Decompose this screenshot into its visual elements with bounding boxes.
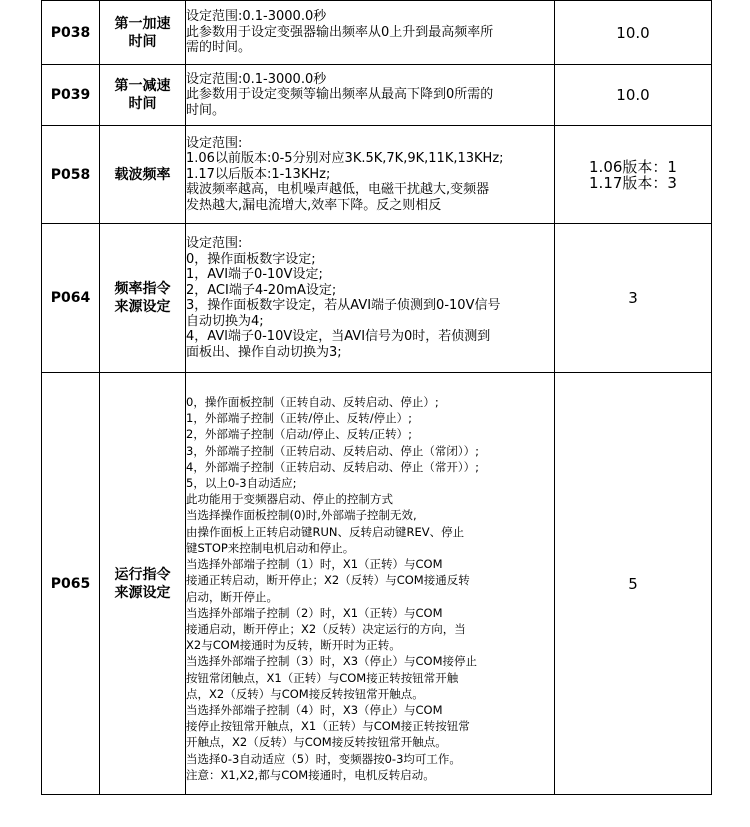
param-name-line: 第一减速 xyxy=(114,78,171,94)
param-description xyxy=(186,1,555,65)
description-line: 2，外部端子控制（启动/停止、反转/正转）; xyxy=(186,427,412,442)
description-line: 当选择外部端子控制（2）时，X1（正转）与COM xyxy=(186,605,443,620)
description-line: 开触点，X2（反转）与COM接反转按钮常开触点。 xyxy=(186,735,447,750)
description-line: X2与COM接通时为反转，断开时为正转。 xyxy=(186,638,401,653)
param-value xyxy=(555,224,712,373)
description-line: 5，以上0-3自动适应; xyxy=(186,476,297,491)
value-line: 3 xyxy=(628,289,638,307)
description-line: 当选择外部端子控制（3）时，X3（停止）与COM接停止 xyxy=(186,654,478,669)
description-line: 设定范围: xyxy=(186,236,243,251)
description-line: 点，X2（反转）与COM接反转按钮常开触点。 xyxy=(186,686,424,701)
description-line: 此参数用于设定变强器输出频率从0上升到最高频率所 xyxy=(186,24,494,40)
description-line: 设定范围: xyxy=(186,135,243,151)
param-code: P065 xyxy=(42,373,100,795)
param-code: P038 xyxy=(42,1,100,65)
param-name xyxy=(100,1,186,65)
table-row xyxy=(42,224,712,373)
description-line: 设定范围:0.1-3000.0秒 xyxy=(186,71,327,87)
param-code: P039 xyxy=(42,65,100,126)
param-name xyxy=(100,373,186,795)
description-line: 由操作面板上正转启动键RUN、反转启动键REV、停止 xyxy=(186,524,465,539)
description-line: 当选择操作面板控制(0)时,外部端子控制无效, xyxy=(186,508,417,523)
value-line: 1.06版本：1 xyxy=(589,157,677,176)
description-line: 0，操作面板数字设定; xyxy=(186,251,316,267)
table-row xyxy=(42,373,712,795)
description-line: 4，外部端子控制（正转启动、反转启动、停止（常开））; xyxy=(186,459,479,474)
param-name-line: 时间 xyxy=(128,96,157,112)
param-name-line: 来源设定 xyxy=(114,584,171,601)
param-name xyxy=(100,65,186,126)
param-name-line: 载波频率 xyxy=(114,166,171,183)
param-value xyxy=(555,373,712,795)
description-line: 载波频率越高，电机噪声越低，电磁干扰越大,变频器 xyxy=(186,182,490,198)
description-line: 设定范围:0.1-3000.0秒 xyxy=(186,9,327,25)
description-line: 1，AVI端子0-10V设定; xyxy=(186,267,323,282)
table-row xyxy=(42,126,712,224)
description-line: 键STOP来控制电机启动和停止。 xyxy=(186,540,355,555)
description-line: 接通正转启动，断开停止；X2（反转）与COM接通反转 xyxy=(186,573,470,588)
value-line: 1.17版本：3 xyxy=(589,173,677,192)
param-code: P064 xyxy=(42,224,100,373)
param-description xyxy=(186,126,555,224)
param-name-line: 来源设定 xyxy=(114,299,171,315)
param-name-line: 频率指令 xyxy=(114,281,171,297)
description-line: 4，AVl端子0-10V设定，当AVI信号为0时，若侦测到 xyxy=(186,329,491,344)
description-line: 时间。 xyxy=(186,102,226,118)
description-line: 需的时间。 xyxy=(186,40,252,56)
param-description xyxy=(186,224,555,373)
description-line: 此参数用于设定变频等输出频率从最高下降到0所需的 xyxy=(186,87,494,103)
value-line: 10.0 xyxy=(616,86,650,104)
param-name-line: 第一加速 xyxy=(114,15,171,32)
value-line: 10.0 xyxy=(616,23,650,42)
description-line: 面板出、操作自动切换为3; xyxy=(186,344,342,360)
description-line: 按钮常闭触点，X1（正转）与COM接正转按钮常开触 xyxy=(186,670,459,685)
table-row xyxy=(42,65,712,126)
param-name-line: 时间 xyxy=(128,33,157,50)
table-row xyxy=(42,1,712,65)
description-line: 注意：X1,X2,都与COM接通时，电机反转启动。 xyxy=(186,767,435,782)
description-line: 接停止按钮常开触点，X1（正转）与COM接正转按钮常 xyxy=(186,719,470,734)
description-line: 当选择0-3自动适应（5）时，变频器按0-3均可工作。 xyxy=(186,751,461,766)
description-line: 当选择外部端子控制（1）时，X1（正转）与COM xyxy=(186,557,443,572)
description-line: 0，操作面板控制（正转自动、反转启动、停止）; xyxy=(186,395,439,410)
param-name xyxy=(100,224,186,373)
param-value xyxy=(555,1,712,65)
description-line: 自动切换为4; xyxy=(186,313,264,329)
parameter-table xyxy=(41,0,712,795)
description-line: 1.17以后版本:1-13KHz; xyxy=(186,166,331,182)
param-name-line: 运行指令 xyxy=(114,566,171,583)
description-line: 3，操作面板数字设定，若从AVI端子侦测到0-10V信号 xyxy=(186,298,501,313)
description-line: 2，ACI端子4-20mA设定; xyxy=(186,282,337,298)
value-line: 5 xyxy=(628,574,638,593)
param-name xyxy=(100,126,186,224)
description-line: 此功能用于变频器启动、停止的控制方式 xyxy=(186,492,393,507)
description-line: 1，外部端子控制（正转/停止、反转/停止）; xyxy=(186,411,412,426)
description-line: 1.06以前版本:0-5分别对应3K.5K,7K,9K,11K,13KHz; xyxy=(186,151,504,167)
param-description xyxy=(186,65,555,126)
description-line: 启动，断开停止。 xyxy=(186,589,278,604)
description-line: 发热越大,漏电流增大,效率下降。反之则相反 xyxy=(186,197,442,213)
param-value xyxy=(555,65,712,126)
description-line: 当选择外部端子控制（4）时，X3（停止）与COM xyxy=(186,702,443,717)
description-line: 接通启动，断开停止；X2（反转）决定运行的方向，当 xyxy=(186,621,466,636)
param-code: P058 xyxy=(42,126,100,224)
param-description xyxy=(186,373,555,795)
description-line: 3，外部端子控制（正转启动、反转启动、停止（常闭））; xyxy=(186,443,479,458)
param-value xyxy=(555,126,712,224)
